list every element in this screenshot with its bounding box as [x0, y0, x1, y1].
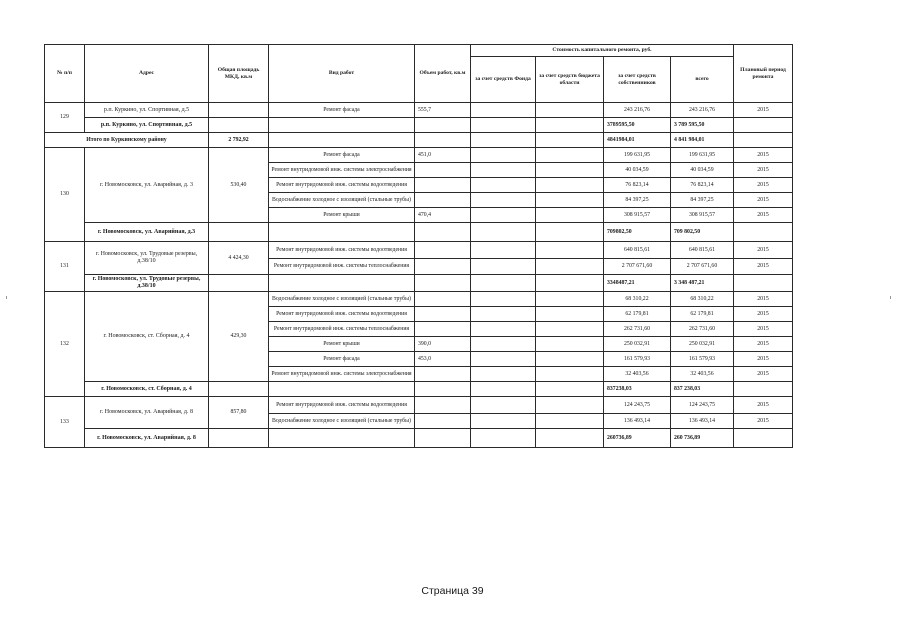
table-cell: 262 731,60	[604, 322, 671, 337]
header-cost-group: Стоимость капитального ремонта, руб.	[471, 45, 734, 57]
table-cell	[415, 429, 471, 448]
header-work: Вид работ	[269, 45, 415, 103]
table-cell	[536, 133, 604, 148]
table-cell: 3 348 487,21	[671, 275, 734, 292]
table-cell	[269, 118, 415, 133]
table-cell: 250 032,91	[671, 337, 734, 352]
table-cell: 640 815,61	[604, 242, 671, 259]
table-row	[45, 148, 793, 163]
table-cell: 40 034,59	[671, 163, 734, 178]
table-cell: р.п. Куркино, ул. Спортивная, д.5	[85, 118, 209, 133]
table-cell: 2 707 671,60	[671, 259, 734, 275]
table-cell: Ремонт внутридомовой инж. системы теплоснабжения	[269, 322, 415, 337]
table-cell: 136 493,14	[604, 414, 671, 429]
table-cell: 2015	[734, 163, 793, 178]
table-row	[45, 292, 793, 307]
table-cell	[536, 178, 604, 193]
table-cell: 260736,89	[604, 429, 671, 448]
table-cell	[209, 382, 269, 397]
table-cell: 709 802,50	[671, 223, 734, 242]
header-period: Плановый период ремонта	[734, 45, 793, 103]
table-cell: г. Новомосковск, ул. Трудовые резервы, д.38/10	[85, 275, 209, 292]
table-cell: 84 397,25	[604, 193, 671, 208]
table-cell: Водоснабжение холодное с изоляцией (стальные трубы)	[269, 414, 415, 429]
table-cell: 76 823,14	[671, 178, 734, 193]
table-cell: 429,30	[209, 292, 269, 382]
table-cell: 2015	[734, 322, 793, 337]
table-cell: 2015	[734, 414, 793, 429]
table-cell	[536, 337, 604, 352]
table-cell	[415, 178, 471, 193]
table-cell	[471, 193, 536, 208]
table-cell: 857,80	[209, 397, 269, 429]
table-cell	[415, 292, 471, 307]
table-cell: Ремонт фасада	[269, 352, 415, 367]
table-cell: 68 310,22	[671, 292, 734, 307]
table-cell	[471, 275, 536, 292]
table-cell	[734, 133, 793, 148]
table-cell: г. Новомосковск, ст. Сборная, д. 4	[85, 292, 209, 382]
table-cell: 470,4	[415, 208, 471, 223]
table-cell	[536, 322, 604, 337]
left-margin-mark	[6, 296, 7, 299]
table-cell	[734, 223, 793, 242]
header-total: всего	[671, 57, 734, 103]
table-cell: Водоснабжение холодное с изоляцией (стальные трубы)	[269, 193, 415, 208]
right-margin-mark	[890, 296, 891, 299]
table-cell: 640 815,61	[671, 242, 734, 259]
table-cell	[415, 367, 471, 382]
table-cell	[471, 352, 536, 367]
table-cell	[536, 223, 604, 242]
table-row	[45, 275, 793, 292]
table-cell: Ремонт внутридомовой инж. системы электроснабжения	[269, 163, 415, 178]
table-cell: 124 243,75	[671, 397, 734, 414]
table-row	[45, 382, 793, 397]
table-cell: 2 707 671,60	[604, 259, 671, 275]
table-cell	[536, 242, 604, 259]
table-row	[45, 242, 793, 259]
table-cell: 62 179,81	[604, 307, 671, 322]
table-cell: 40 034,59	[604, 163, 671, 178]
table-cell: 3 789 595,50	[671, 118, 734, 133]
table-cell	[415, 275, 471, 292]
table-cell: 130	[45, 148, 85, 242]
table-cell: 2015	[734, 397, 793, 414]
table-cell	[536, 208, 604, 223]
table-cell: 84 397,25	[671, 193, 734, 208]
table-cell: 2015	[734, 292, 793, 307]
table-cell	[471, 223, 536, 242]
table-cell	[415, 223, 471, 242]
table-row	[45, 103, 793, 118]
table-cell: 161 579,93	[604, 352, 671, 367]
table-cell	[269, 133, 415, 148]
table-cell	[415, 382, 471, 397]
table-cell: Итого по Куркинскому району	[45, 133, 209, 148]
table-cell	[536, 118, 604, 133]
table-cell: Ремонт внутридомовой инж. системы водоотведения	[269, 178, 415, 193]
table-cell: 4 841 984,01	[671, 133, 734, 148]
table-cell: 199 631,95	[604, 148, 671, 163]
table-cell: 32 403,56	[604, 367, 671, 382]
table-cell	[536, 367, 604, 382]
table-cell: 76 823,14	[604, 178, 671, 193]
header-address: Адрес	[85, 45, 209, 103]
table-cell	[471, 118, 536, 133]
table-header	[45, 45, 793, 103]
table-cell	[471, 133, 536, 148]
table-cell	[209, 429, 269, 448]
table-cell: Ремонт внутридомовой инж. системы теплоснабжения	[269, 259, 415, 275]
table-row	[45, 429, 793, 448]
table-cell: 132	[45, 292, 85, 397]
table-cell: 2015	[734, 242, 793, 259]
table-cell: 2015	[734, 259, 793, 275]
table-cell: г. Новомосковск, ул. Аварийная, д.3	[85, 223, 209, 242]
table-cell	[415, 133, 471, 148]
table-cell	[471, 148, 536, 163]
table-cell: 161 579,93	[671, 352, 734, 367]
table-cell	[471, 178, 536, 193]
table-cell	[415, 259, 471, 275]
table-cell: 136 493,14	[671, 414, 734, 429]
table-cell: 530,40	[209, 148, 269, 223]
table-cell: г. Новомосковск, ул. Аварийная, д. 3	[85, 148, 209, 223]
table-cell	[471, 397, 536, 414]
table-cell	[415, 307, 471, 322]
table-cell	[269, 275, 415, 292]
table-cell	[536, 414, 604, 429]
table-cell	[471, 242, 536, 259]
table-cell	[415, 118, 471, 133]
table-cell	[209, 103, 269, 118]
table-cell: Ремонт крыши	[269, 337, 415, 352]
table-cell: г. Новомосковск, ул. Аварийная, д. 8	[85, 429, 209, 448]
table-cell	[471, 208, 536, 223]
table-cell: 308 915,57	[671, 208, 734, 223]
table-cell	[415, 242, 471, 259]
table-cell	[471, 307, 536, 322]
header-area: Общая площадь МКД, кв.м	[209, 45, 269, 103]
table-cell	[536, 382, 604, 397]
table-cell: Ремонт фасада	[269, 148, 415, 163]
capital-repair-table	[44, 44, 793, 448]
table-cell	[536, 163, 604, 178]
table-cell: р.п. Куркино, ул. Спортивная, д.5	[85, 103, 209, 118]
table-cell: Ремонт внутридомовой инж. системы водоотведения	[269, 307, 415, 322]
table-cell: г. Новомосковск, ст. Сборная, д. 4	[85, 382, 209, 397]
table-cell: Ремонт крыши	[269, 208, 415, 223]
table-cell: 2015	[734, 103, 793, 118]
table-row	[45, 223, 793, 242]
table-cell	[536, 397, 604, 414]
table-cell: 2015	[734, 337, 793, 352]
table-cell: 2015	[734, 193, 793, 208]
table-cell	[734, 382, 793, 397]
table-body	[45, 103, 793, 448]
table-cell	[536, 292, 604, 307]
table-cell: Ремонт внутридомовой инж. системы электроснабжения	[269, 367, 415, 382]
table-cell	[536, 193, 604, 208]
table-cell: 131	[45, 242, 85, 292]
table-cell: 250 032,91	[604, 337, 671, 352]
header-region: за счет средств бюджета области	[536, 57, 604, 103]
table-cell: 2015	[734, 367, 793, 382]
table-cell: 2015	[734, 208, 793, 223]
table-cell: 199 631,95	[671, 148, 734, 163]
header-owners: за счет средств собственников	[604, 57, 671, 103]
table-cell	[209, 118, 269, 133]
table-cell: г. Новомосковск, ул. Аварийная, д. 8	[85, 397, 209, 429]
table-cell: 4 424,30	[209, 242, 269, 275]
page-number: Страница 39	[421, 585, 484, 597]
table-cell: 68 310,22	[604, 292, 671, 307]
table-cell: 4841984,01	[604, 133, 671, 148]
table-row	[45, 118, 793, 133]
table-cell: 124 243,75	[604, 397, 671, 414]
table-cell: 390,0	[415, 337, 471, 352]
table-cell	[269, 382, 415, 397]
table-row	[45, 133, 793, 148]
table-cell: Ремонт фасада	[269, 103, 415, 118]
table-cell: 133	[45, 397, 85, 448]
header-num: № п/п	[45, 45, 85, 103]
table-cell	[471, 337, 536, 352]
table-cell: 2015	[734, 178, 793, 193]
table-cell	[536, 103, 604, 118]
table-cell: 260 736,89	[671, 429, 734, 448]
table-cell	[471, 322, 536, 337]
table-cell	[269, 429, 415, 448]
table-cell	[734, 275, 793, 292]
table-cell	[536, 429, 604, 448]
table-cell: Ремонт внутридомовой инж. системы водоотведения	[269, 397, 415, 414]
table-cell: 453,0	[415, 352, 471, 367]
table-cell	[536, 148, 604, 163]
table-cell	[415, 163, 471, 178]
table-cell	[415, 322, 471, 337]
table-cell: Ремонт внутридомовой инж. системы водоотведения	[269, 242, 415, 259]
table-cell: 2015	[734, 307, 793, 322]
table-cell	[471, 259, 536, 275]
table-cell	[471, 429, 536, 448]
table-row	[45, 397, 793, 414]
table-cell	[209, 223, 269, 242]
table-cell	[471, 103, 536, 118]
header-volume: Объем работ, кв.м	[415, 45, 471, 103]
table-cell: Водоснабжение холодное с изоляцией (стальные трубы)	[269, 292, 415, 307]
table-cell: 451,0	[415, 148, 471, 163]
table-cell: г. Новомосковск, ул. Трудовые резервы, д.38/10	[85, 242, 209, 275]
header-fund: за счет средств Фонда	[471, 57, 536, 103]
table-cell: 2015	[734, 352, 793, 367]
table-cell	[734, 118, 793, 133]
table-cell: 308 915,57	[604, 208, 671, 223]
table-cell: 837 238,03	[671, 382, 734, 397]
table-cell	[471, 163, 536, 178]
table-cell	[269, 223, 415, 242]
table-cell	[415, 397, 471, 414]
table-cell	[209, 275, 269, 292]
table-cell	[471, 382, 536, 397]
table-cell: 243 216,76	[604, 103, 671, 118]
table-cell	[536, 275, 604, 292]
table-cell: 32 403,56	[671, 367, 734, 382]
table-cell	[536, 352, 604, 367]
table-cell: 837238,03	[604, 382, 671, 397]
table-cell: 243 216,76	[671, 103, 734, 118]
table-cell: 2015	[734, 148, 793, 163]
table-cell	[536, 307, 604, 322]
table-cell	[415, 193, 471, 208]
table-cell	[536, 259, 604, 275]
table-cell: 3348487,21	[604, 275, 671, 292]
table-cell	[471, 367, 536, 382]
table-cell: 262 731,60	[671, 322, 734, 337]
table-cell: 709802,50	[604, 223, 671, 242]
table-cell: 2 792,92	[209, 133, 269, 148]
table-cell	[734, 429, 793, 448]
table-cell	[415, 414, 471, 429]
table-cell: 555,7	[415, 103, 471, 118]
table-cell: 129	[45, 103, 85, 133]
table-cell	[471, 414, 536, 429]
table-cell: 62 179,81	[671, 307, 734, 322]
table-cell	[471, 292, 536, 307]
table-cell: 3789595,50	[604, 118, 671, 133]
